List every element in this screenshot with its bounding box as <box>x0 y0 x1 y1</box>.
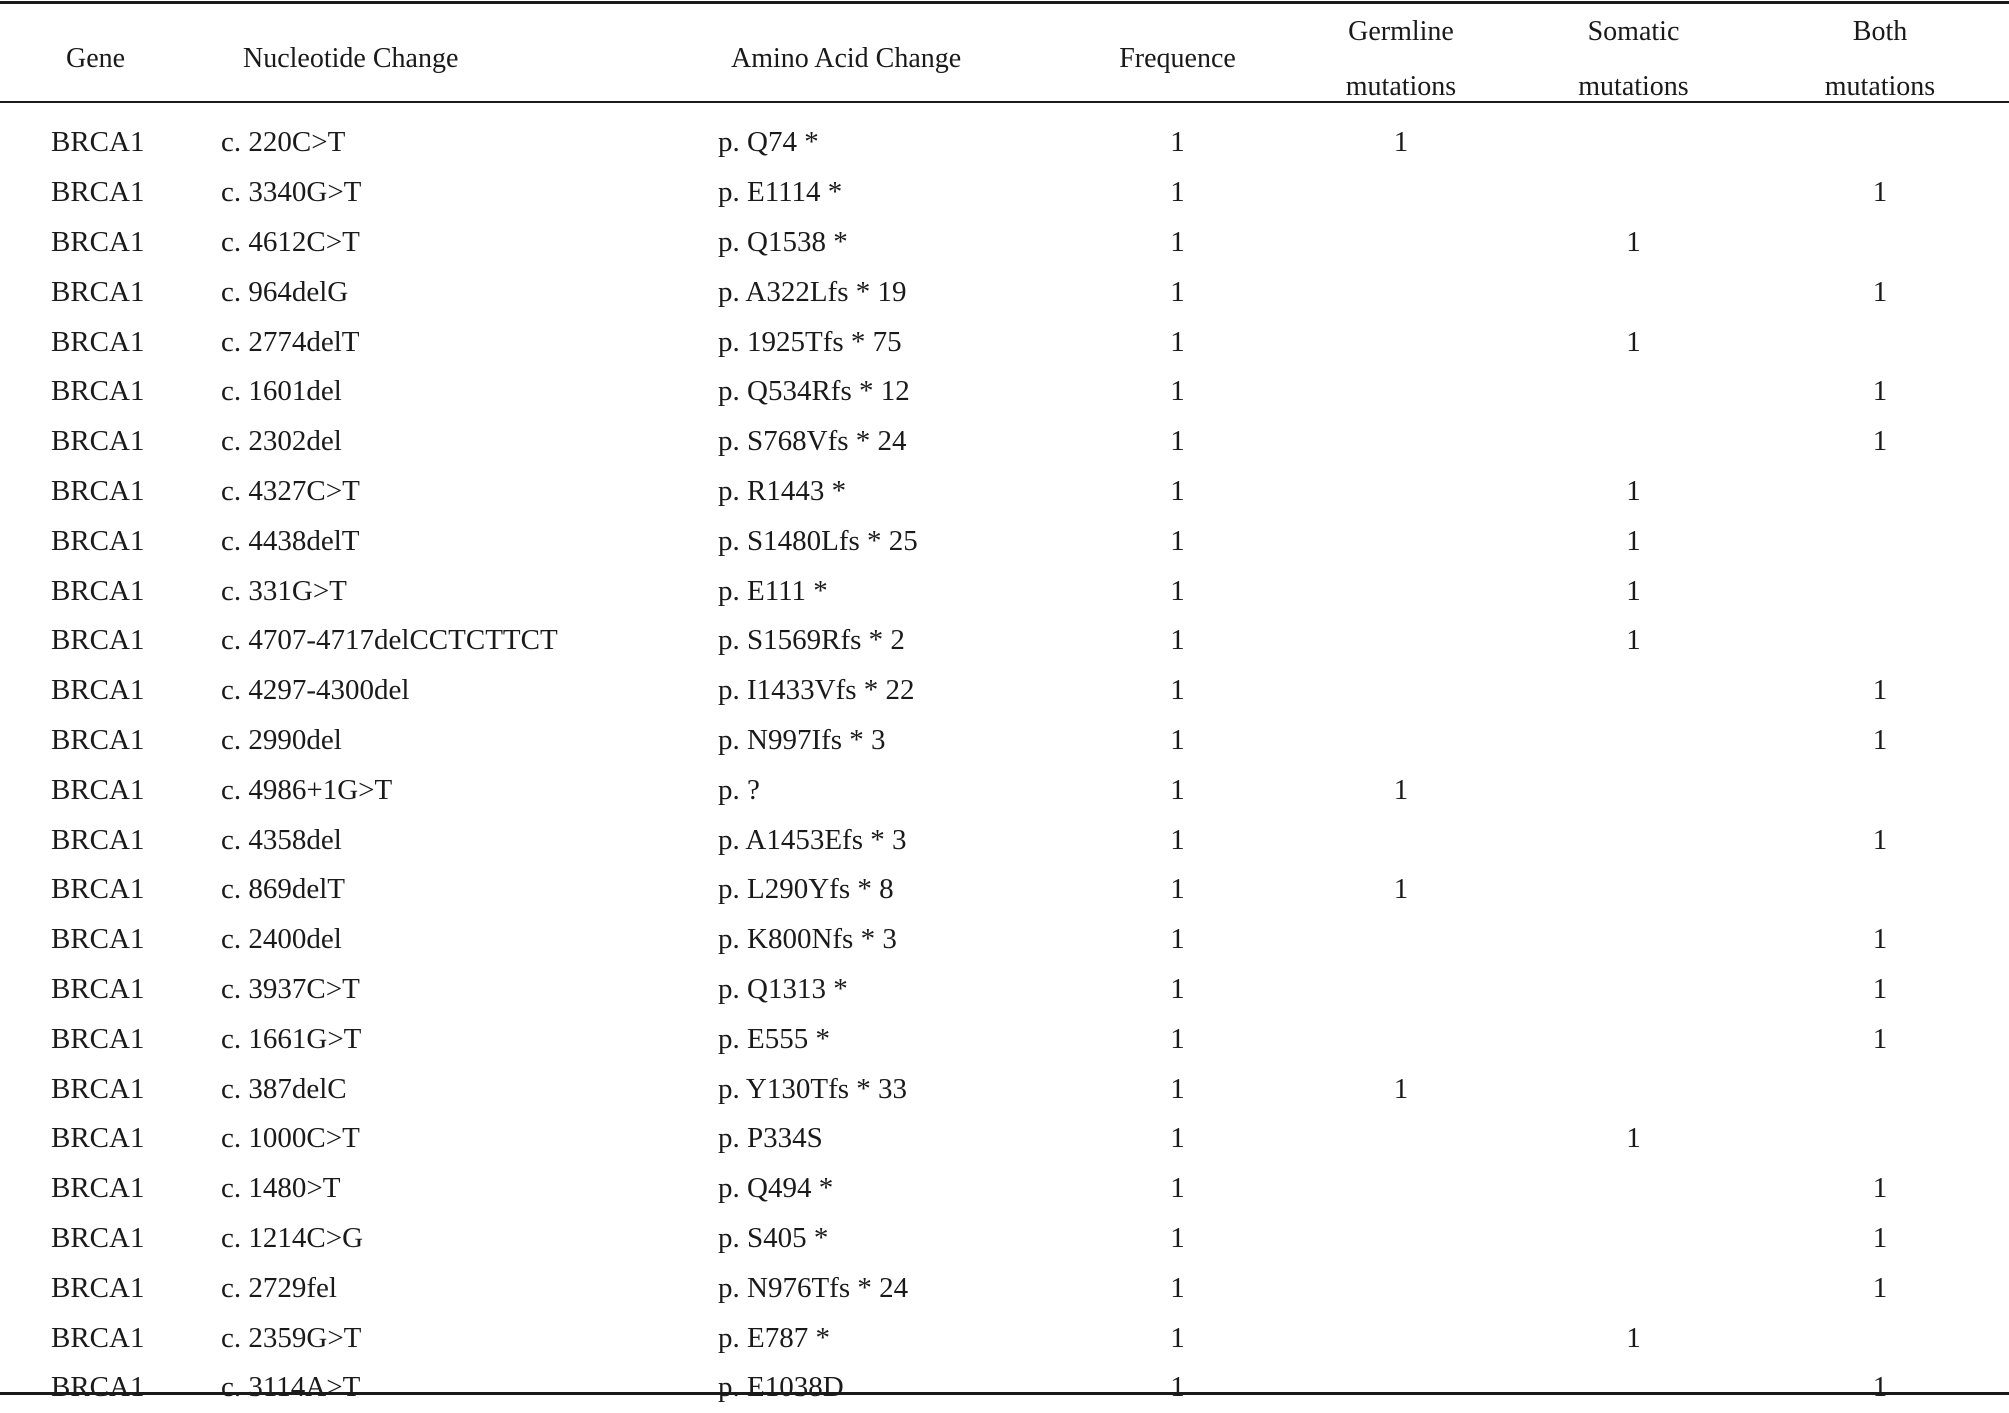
cell-germline <box>1286 218 1516 268</box>
cell-amino-acid: p. Q1313 * <box>718 972 848 1005</box>
cell-both: 1 <box>1872 674 1888 707</box>
cell-nucleotide: c. 1661G>T <box>221 1022 362 1055</box>
cell-somatic: 1 <box>1626 225 1641 258</box>
cell-amino-acid: p. Q534Rfs * 12 <box>718 375 910 408</box>
cell-amino-acid: p. S1480Lfs * 25 <box>718 524 918 557</box>
cell-germline <box>1286 666 1516 716</box>
cell-both <box>1751 616 2009 666</box>
header-both-mutations <box>1751 4 2009 114</box>
table-row <box>0 1064 2009 1114</box>
cell-frequence: 1 <box>1170 225 1185 258</box>
cell-gene: BRCA1 <box>51 275 145 308</box>
cell-amino-acid: p. E787 * <box>718 1321 830 1354</box>
cell-somatic <box>1516 1064 1751 1114</box>
table-row <box>0 317 2009 367</box>
cell-frequence: 1 <box>1170 1022 1185 1055</box>
cell-frequence: 1 <box>1170 823 1185 856</box>
cell-both <box>1751 1313 2009 1363</box>
cell-gene: BRCA1 <box>51 1122 145 1155</box>
cell-amino-acid: p. I1433Vfs * 22 <box>718 674 915 707</box>
cell-amino-acid: p. K800Nfs * 3 <box>718 923 897 956</box>
cell-somatic <box>1516 267 1751 317</box>
cell-gene: BRCA1 <box>51 1172 145 1205</box>
cell-nucleotide: c. 1214C>G <box>221 1221 364 1254</box>
cell-nucleotide: c. 387delC <box>221 1072 347 1105</box>
cell-frequence: 1 <box>1170 972 1185 1005</box>
cell-germline <box>1286 1114 1516 1164</box>
cell-frequence: 1 <box>1170 873 1185 906</box>
cell-nucleotide: c. 3114A>T <box>221 1371 361 1404</box>
cell-germline <box>1286 1164 1516 1214</box>
table-row <box>0 467 2009 517</box>
cell-germline: 1 <box>1393 873 1409 906</box>
cell-nucleotide: c. 964delG <box>221 275 349 308</box>
cell-germline <box>1286 915 1516 965</box>
table-row <box>0 666 2009 716</box>
cell-frequence: 1 <box>1170 176 1185 209</box>
cell-amino-acid: p. E1114 * <box>718 176 843 209</box>
cell-both <box>1751 114 2009 168</box>
table-row <box>0 815 2009 865</box>
cell-amino-acid: p. E111 * <box>718 574 828 607</box>
cell-frequence: 1 <box>1170 425 1185 458</box>
cell-somatic: 1 <box>1626 325 1641 358</box>
cell-both <box>1751 865 2009 915</box>
cell-both <box>1751 1114 2009 1164</box>
cell-germline <box>1286 168 1516 218</box>
cell-germline <box>1286 566 1516 616</box>
cell-gene: BRCA1 <box>51 375 145 408</box>
cell-both <box>1751 516 2009 566</box>
cell-gene: BRCA1 <box>51 723 145 756</box>
cell-frequence: 1 <box>1170 1072 1185 1105</box>
cell-somatic <box>1516 865 1751 915</box>
cell-gene: BRCA1 <box>51 1221 145 1254</box>
cell-frequence: 1 <box>1170 325 1185 358</box>
cell-germline: 1 <box>1393 1072 1409 1105</box>
cell-gene: BRCA1 <box>51 1371 145 1404</box>
cell-both <box>1751 1064 2009 1114</box>
cell-both: 1 <box>1872 375 1888 408</box>
table-row <box>0 417 2009 467</box>
cell-somatic <box>1516 1363 1751 1413</box>
table-header <box>0 4 2009 114</box>
cell-amino-acid: p. ? <box>718 773 760 806</box>
cell-amino-acid: p. N976Tfs * 24 <box>718 1271 909 1304</box>
cell-nucleotide: c. 1601del <box>221 375 342 408</box>
cell-nucleotide: c. 3340G>T <box>221 176 362 209</box>
cell-somatic: 1 <box>1626 524 1641 557</box>
cell-amino-acid: p. P334S <box>718 1122 823 1155</box>
cell-nucleotide: c. 4612C>T <box>221 225 360 258</box>
cell-somatic <box>1516 417 1751 467</box>
cell-somatic <box>1516 666 1751 716</box>
cell-somatic: 1 <box>1626 1122 1641 1155</box>
cell-germline <box>1286 367 1516 417</box>
cell-gene: BRCA1 <box>51 873 145 906</box>
cell-nucleotide: c. 869delT <box>221 873 346 906</box>
cell-germline <box>1286 1214 1516 1264</box>
cell-both: 1 <box>1872 923 1888 956</box>
table-row <box>0 1164 2009 1214</box>
cell-somatic <box>1516 965 1751 1015</box>
cell-nucleotide: c. 4358del <box>221 823 342 856</box>
cell-nucleotide: c. 2302del <box>221 425 342 458</box>
header-row <box>0 4 2009 114</box>
cell-gene: BRCA1 <box>51 823 145 856</box>
table-row <box>0 267 2009 317</box>
cell-both: 1 <box>1872 823 1888 856</box>
cell-frequence: 1 <box>1170 1122 1185 1155</box>
cell-nucleotide: c. 1000C>T <box>221 1122 360 1155</box>
cell-germline <box>1286 516 1516 566</box>
cell-germline: 1 <box>1393 773 1409 806</box>
cell-amino-acid: p. E1038D <box>718 1371 844 1404</box>
cell-amino-acid: p. S768Vfs * 24 <box>718 425 907 458</box>
table-row <box>0 1214 2009 1264</box>
table-row <box>0 765 2009 815</box>
header-somatic-mutations <box>1516 4 1751 114</box>
cell-nucleotide: c. 1480>T <box>221 1172 341 1205</box>
table-row <box>0 1114 2009 1164</box>
cell-somatic <box>1516 114 1751 168</box>
cell-somatic <box>1516 168 1751 218</box>
cell-frequence: 1 <box>1170 275 1185 308</box>
cell-nucleotide: c. 2400del <box>221 923 342 956</box>
cell-germline <box>1286 1363 1516 1413</box>
cell-somatic: 1 <box>1626 1321 1641 1354</box>
header-somatic-line1: Somatic <box>1587 16 1680 47</box>
cell-somatic <box>1516 915 1751 965</box>
cell-frequence: 1 <box>1170 524 1185 557</box>
cell-nucleotide: c. 3937C>T <box>221 972 360 1005</box>
cell-both: 1 <box>1872 972 1888 1005</box>
cell-amino-acid: p. Y130Tfs * 33 <box>718 1072 908 1105</box>
cell-frequence: 1 <box>1170 474 1185 507</box>
table-row <box>0 965 2009 1015</box>
header-germline-line1: Germline <box>1348 16 1454 47</box>
cell-germline <box>1286 467 1516 517</box>
cell-frequence: 1 <box>1170 574 1185 607</box>
cell-somatic <box>1516 815 1751 865</box>
cell-frequence: 1 <box>1170 1371 1185 1404</box>
table-row <box>0 1263 2009 1313</box>
table-row <box>0 218 2009 268</box>
cell-both <box>1751 467 2009 517</box>
cell-both: 1 <box>1872 1371 1888 1404</box>
header-nucleotide-change: Nucleotide Change <box>243 43 459 74</box>
table-row <box>0 114 2009 168</box>
cell-gene: BRCA1 <box>51 1321 145 1354</box>
cell-germline <box>1286 716 1516 766</box>
cell-germline <box>1286 815 1516 865</box>
mutation-table <box>0 4 2009 1413</box>
cell-somatic <box>1516 1014 1751 1064</box>
cell-frequence: 1 <box>1170 126 1185 159</box>
cell-gene: BRCA1 <box>51 524 145 557</box>
cell-both <box>1751 566 2009 616</box>
table-row <box>0 865 2009 915</box>
cell-germline <box>1286 1313 1516 1363</box>
cell-frequence: 1 <box>1170 1271 1185 1304</box>
cell-amino-acid: p. A1453Efs * 3 <box>718 823 907 856</box>
cell-somatic: 1 <box>1626 474 1641 507</box>
cell-nucleotide: c. 4986+1G>T <box>221 773 393 806</box>
cell-both <box>1751 218 2009 268</box>
cell-amino-acid: p. Q74 * <box>718 126 819 159</box>
cell-amino-acid: p. 1925Tfs * 75 <box>718 325 902 358</box>
cell-nucleotide: c. 2990del <box>221 723 342 756</box>
table-row <box>0 716 2009 766</box>
cell-gene: BRCA1 <box>51 1022 145 1055</box>
cell-both: 1 <box>1872 425 1888 458</box>
cell-amino-acid: p. S405 * <box>718 1221 829 1254</box>
table-row <box>0 915 2009 965</box>
cell-germline <box>1286 317 1516 367</box>
header-somatic-line2: mutations <box>1578 71 1689 102</box>
cell-germline: 1 <box>1393 126 1409 159</box>
cell-somatic <box>1516 1214 1751 1264</box>
cell-both <box>1751 317 2009 367</box>
cell-both: 1 <box>1872 1022 1888 1055</box>
cell-somatic <box>1516 716 1751 766</box>
cell-both <box>1751 765 2009 815</box>
header-both-line1: Both <box>1852 16 1908 47</box>
cell-somatic <box>1516 1164 1751 1214</box>
cell-germline <box>1286 965 1516 1015</box>
cell-gene: BRCA1 <box>51 425 145 458</box>
cell-somatic: 1 <box>1626 624 1641 657</box>
cell-amino-acid: p. R1443 * <box>718 474 847 507</box>
cell-nucleotide: c. 4438delT <box>221 524 360 557</box>
header-germline-line2: mutations <box>1345 71 1457 102</box>
cell-frequence: 1 <box>1170 674 1185 707</box>
table-row <box>0 566 2009 616</box>
cell-amino-acid: p. Q1538 * <box>718 225 848 258</box>
cell-germline <box>1286 616 1516 666</box>
cell-frequence: 1 <box>1170 1221 1185 1254</box>
cell-amino-acid: p. A322Lfs * 19 <box>718 275 907 308</box>
cell-amino-acid: p. S1569Rfs * 2 <box>718 624 905 657</box>
table-row <box>0 1313 2009 1363</box>
table-row <box>0 367 2009 417</box>
cell-frequence: 1 <box>1170 375 1185 408</box>
cell-gene: BRCA1 <box>51 1271 145 1304</box>
cell-nucleotide: c. 2774delT <box>221 325 360 358</box>
cell-amino-acid: p. E555 * <box>718 1022 830 1055</box>
cell-germline <box>1286 417 1516 467</box>
cell-gene: BRCA1 <box>51 972 145 1005</box>
header-amino-acid-change: Amino Acid Change <box>731 43 962 74</box>
cell-nucleotide: c. 2359G>T <box>221 1321 362 1354</box>
cell-gene: BRCA1 <box>51 1072 145 1105</box>
cell-gene: BRCA1 <box>51 773 145 806</box>
cell-both: 1 <box>1872 723 1888 756</box>
cell-nucleotide: c. 4327C>T <box>221 474 360 507</box>
cell-frequence: 1 <box>1170 624 1185 657</box>
cell-somatic: 1 <box>1626 574 1641 607</box>
header-both-line2: mutations <box>1824 71 1936 102</box>
cell-germline <box>1286 1014 1516 1064</box>
cell-nucleotide: c. 220C>T <box>221 126 346 159</box>
header-gene: Gene <box>66 43 126 74</box>
cell-germline <box>1286 267 1516 317</box>
cell-germline <box>1286 1263 1516 1313</box>
table-row <box>0 1363 2009 1413</box>
cell-somatic <box>1516 367 1751 417</box>
cell-amino-acid: p. Q494 * <box>718 1172 834 1205</box>
cell-somatic <box>1516 765 1751 815</box>
cell-amino-acid: p. L290Yfs * 8 <box>718 873 894 906</box>
cell-both: 1 <box>1872 176 1888 209</box>
cell-frequence: 1 <box>1170 1172 1185 1205</box>
cell-frequence: 1 <box>1170 773 1185 806</box>
cell-somatic <box>1516 1263 1751 1313</box>
cell-nucleotide: c. 331G>T <box>221 574 347 607</box>
cell-gene: BRCA1 <box>51 225 145 258</box>
header-frequence: Frequence <box>1119 43 1236 74</box>
cell-gene: BRCA1 <box>51 126 145 159</box>
cell-nucleotide: c. 2729fel <box>221 1271 337 1304</box>
table-row <box>0 1014 2009 1064</box>
cell-frequence: 1 <box>1170 923 1185 956</box>
cell-gene: BRCA1 <box>51 674 145 707</box>
table-row <box>0 516 2009 566</box>
cell-gene: BRCA1 <box>51 574 145 607</box>
cell-nucleotide: c. 4707-4717delCCTCTTCT <box>221 624 558 657</box>
cell-both: 1 <box>1872 1271 1888 1304</box>
cell-gene: BRCA1 <box>51 624 145 657</box>
cell-gene: BRCA1 <box>51 474 145 507</box>
cell-gene: BRCA1 <box>51 176 145 209</box>
cell-frequence: 1 <box>1170 1321 1185 1354</box>
cell-both: 1 <box>1872 1172 1888 1205</box>
cell-both: 1 <box>1872 275 1888 308</box>
header-germline-mutations <box>1286 4 1516 114</box>
cell-both: 1 <box>1872 1221 1888 1254</box>
cell-gene: BRCA1 <box>51 923 145 956</box>
table-row <box>0 168 2009 218</box>
table-body <box>0 114 2009 1413</box>
cell-nucleotide: c. 4297-4300del <box>221 674 410 707</box>
cell-gene: BRCA1 <box>51 325 145 358</box>
table-row <box>0 616 2009 666</box>
cell-amino-acid: p. N997Ifs * 3 <box>718 723 886 756</box>
cell-frequence: 1 <box>1170 723 1185 756</box>
